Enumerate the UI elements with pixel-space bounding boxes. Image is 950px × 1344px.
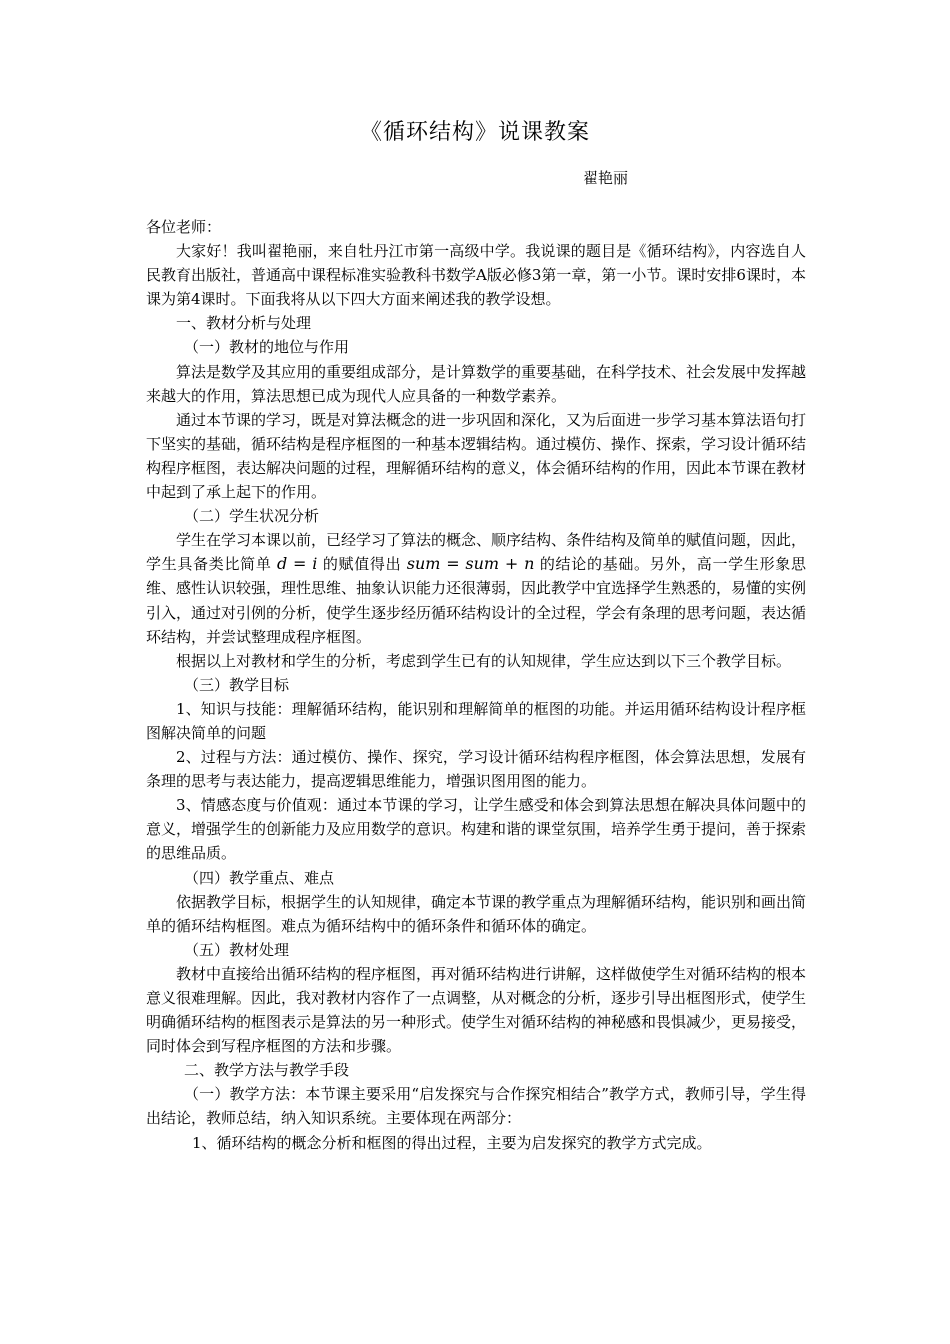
paragraph: 教材中直接给出循环结构的程序框图，再对循环结构进行讲解，这样做使学生对循环结构的根本意义很难理解。因此，我对教材内容作了一点调整，从对概念的分析，逐步引导出框图形式，使学生明确循环结构的框图表示是算法的另一种形式。使学生对循环结构的神秘感和畏惧减少，更易接受，同时体会到写程序框图的方法和步骤。 bbox=[146, 964, 807, 1056]
paragraph: 算法是数学及其应用的重要组成部分，是计算数学的重要基础，在科学技术、社会发展中发挥越来越大的作用，算法思想已成为现代人应具备的一种数学素养。 bbox=[146, 362, 807, 405]
text-run: 的结论的基础。另外，高一学生形象思维、感性认识较强，理性思维、抽象认识能力还很薄弱，因此教学中宜选择学生熟悉的，易懂的实例引入，通过对引例的分析，使学生逐步经历循环结构设计的全过程，学会有条理的思考问题，表达循环结构，并尝试整理成程序框图。 bbox=[146, 555, 807, 646]
subsection-heading-2: （二）学生状况分析 bbox=[184, 507, 320, 526]
goal-item: 3、情感态度与价值观：通过本节课的学习，让学生感受和体会到算法思想在解决具体问题中的意义，增强学生的创新能力及应用数学的意识。构建和谐的课堂氛围，培养学生勇于提问，善于探索的思维品质。 bbox=[146, 796, 807, 863]
document-body bbox=[146, 215, 806, 1155]
goal-item: 2、过程与方法：通过模仿、操作、探究，学习设计循环结构程序框图，体会算法思想，发展有条理的思考与表达能力，提高逻辑思维能力，增强识图用图的能力。 bbox=[146, 748, 806, 791]
subsection-heading-4: （四）教学重点、难点 bbox=[184, 868, 335, 887]
math-expression: d = i bbox=[277, 554, 318, 574]
section-heading-2: 二、教学方法与教学手段 bbox=[184, 1061, 350, 1080]
paragraph: 根据以上对教材和学生的分析，考虑到学生已有的认知规律，学生应达到以下三个教学目标。 bbox=[176, 651, 792, 670]
intro-paragraph: 大家好！我叫翟艳丽，来自牡丹江市第一高级中学。我说课的题目是《循环结构》，内容选自人民教育出版社，普通高中课程标准实验教科书数学A版必修3第一章，第一小节。课时安排6课时，本课为第4课时。下面我将从以下四大方面来阐述我的教学设想。 bbox=[146, 242, 806, 309]
author-name: 翟艳丽 bbox=[583, 169, 629, 187]
text-run: 的赋值得出 bbox=[322, 555, 402, 574]
greeting: 各位老师： bbox=[146, 218, 222, 236]
subsection-heading-3: （三）教学目标 bbox=[184, 675, 290, 694]
subsection-heading-1: （一）教材的地位与作用 bbox=[184, 338, 350, 357]
document-title: 《循环结构》说课教案 bbox=[359, 120, 590, 145]
paragraph: 依据教学目标，根据学生的认知规律，确定本节课的教学重点为理解循环结构，能识别和画出简单的循环结构框图。难点为循环结构中的循环条件和循环体的确定。 bbox=[146, 892, 807, 935]
subsection-heading-5: （五）教材处理 bbox=[184, 940, 290, 959]
math-expression: sum = sum + n bbox=[406, 554, 535, 574]
paragraph: （一）教学方法：本节课主要采用“启发探究与合作探究相结合”教学方式，教师引导，学生得出结论，教师总结，纳入知识系统。主要体现在两部分： bbox=[146, 1085, 806, 1128]
list-item: 1、循环结构的概念分析和框图的得出过程，主要为启发探究的教学方式完成。 bbox=[192, 1133, 712, 1152]
text-run: 学生在学习本课以前，已经学习了算法的概念、顺序结构、条件结构及简单的赋值问题，因此，学生具备类比简单 bbox=[146, 531, 807, 574]
paragraph bbox=[146, 528, 806, 648]
section-heading-1: 一、教材分析与处理 bbox=[176, 314, 312, 333]
paragraph: 通过本节课的学习，既是对算法概念的进一步巩固和深化，又为后面进一步学习基本算法语句打下坚实的基础，循环结构是程序框图的一种基本逻辑结构。通过模仿、操作、探索，学习设计循环结构程序框图，表达解决问题的过程，理解循环结构的意义，体会循环结构的作用，因此本节课在教材中起到了承上起下的作用。 bbox=[146, 410, 807, 502]
goal-item: 1、知识与技能：理解循环结构，能识别和理解简单的框图的功能。并运用循环结构设计程序框图解决简单的问题 bbox=[146, 699, 806, 742]
